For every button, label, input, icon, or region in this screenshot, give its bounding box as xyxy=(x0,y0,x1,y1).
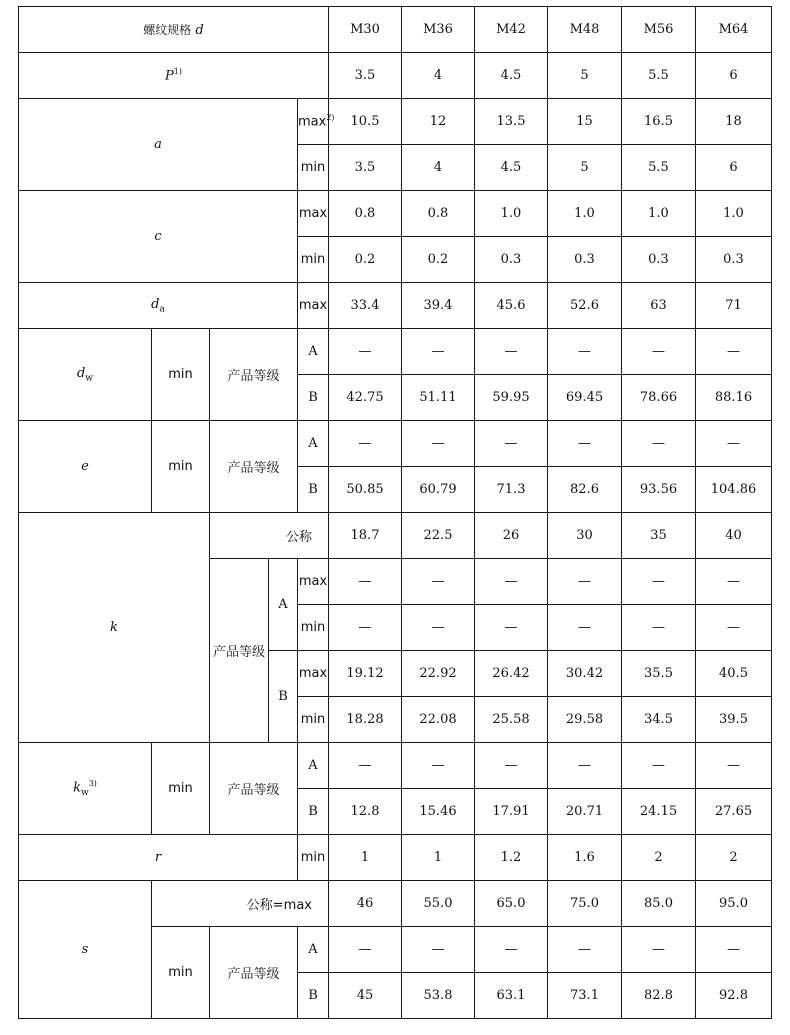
value-cell: — xyxy=(329,421,402,467)
value-cell: 27.65 xyxy=(696,789,772,835)
value-cell: 0.8 xyxy=(329,191,402,237)
value-cell: 22.08 xyxy=(402,697,475,743)
value-cell: 3.5 xyxy=(329,145,402,191)
da-sub: a xyxy=(159,304,165,315)
value-cell: 1.6 xyxy=(548,835,622,881)
value-cell: — xyxy=(329,605,402,651)
da-symbol: d xyxy=(151,296,160,312)
row-dw-A xyxy=(19,329,772,375)
value-cell: — xyxy=(622,743,696,789)
value-cell: 4 xyxy=(402,53,475,99)
s-label xyxy=(19,881,152,1019)
value-cell: 95.0 xyxy=(696,881,772,927)
k-nominal-label: 公称 xyxy=(210,513,329,559)
row-a-max xyxy=(19,99,772,145)
value-cell: 29.58 xyxy=(548,697,622,743)
value-cell: 88.16 xyxy=(696,375,772,421)
c-min-label: min xyxy=(298,237,329,283)
value-cell: — xyxy=(475,743,548,789)
value-cell: 78.66 xyxy=(622,375,696,421)
grade-B-label: B xyxy=(298,375,329,421)
value-cell: 0.2 xyxy=(329,237,402,283)
thread-size-symbol: d xyxy=(195,23,204,38)
value-cell: 18.7 xyxy=(329,513,402,559)
value-cell: — xyxy=(329,743,402,789)
k-B-max-label: max xyxy=(298,651,329,697)
value-cell: 18 xyxy=(696,99,772,145)
value-cell: 2 xyxy=(622,835,696,881)
value-cell: 33.4 xyxy=(329,283,402,329)
e-label xyxy=(19,421,152,513)
size-cell: M48 xyxy=(548,7,622,53)
row-k-nominal xyxy=(19,513,772,559)
grade-A-label: A xyxy=(269,559,298,651)
value-cell: 52.6 xyxy=(548,283,622,329)
value-cell: 18.28 xyxy=(329,697,402,743)
value-cell: 50.85 xyxy=(329,467,402,513)
value-cell: 85.0 xyxy=(622,881,696,927)
value-cell: 24.15 xyxy=(622,789,696,835)
kw-symbol: k xyxy=(73,780,81,796)
size-cell: M56 xyxy=(622,7,696,53)
kw-label xyxy=(19,743,152,835)
value-cell: 20.71 xyxy=(548,789,622,835)
value-cell: 1 xyxy=(329,835,402,881)
value-cell: 82.6 xyxy=(548,467,622,513)
value-cell: 92.8 xyxy=(696,973,772,1019)
value-cell: 13.5 xyxy=(475,99,548,145)
value-cell: 30 xyxy=(548,513,622,559)
r-symbol: r xyxy=(154,850,162,865)
value-cell: — xyxy=(402,559,475,605)
dw-symbol: d xyxy=(76,365,86,381)
e-symbol: e xyxy=(81,459,89,474)
value-cell: — xyxy=(548,559,622,605)
dw-min-label: min xyxy=(152,329,210,421)
value-cell: 25.58 xyxy=(475,697,548,743)
value-cell: — xyxy=(402,421,475,467)
value-cell: 12 xyxy=(402,99,475,145)
a-label xyxy=(19,99,298,191)
grade-B-label: B xyxy=(298,973,329,1019)
max-text: max xyxy=(298,114,327,130)
value-cell: — xyxy=(696,927,772,973)
e-min-label: min xyxy=(152,421,210,513)
k-symbol: k xyxy=(110,620,118,635)
row-c-max xyxy=(19,191,772,237)
P-symbol: P xyxy=(165,68,174,84)
row-P xyxy=(19,53,772,99)
row-da xyxy=(19,283,772,329)
value-cell: 39.5 xyxy=(696,697,772,743)
s-symbol: s xyxy=(81,942,89,957)
value-cell: 16.5 xyxy=(622,99,696,145)
k-label xyxy=(19,513,210,743)
value-cell: 19.12 xyxy=(329,651,402,697)
value-cell: — xyxy=(548,927,622,973)
value-cell: — xyxy=(622,329,696,375)
c-max-label: max xyxy=(298,191,329,237)
dw-grade-label: 产品等级 xyxy=(210,329,298,421)
row-s-nominal xyxy=(19,881,772,927)
grade-A-label: A xyxy=(298,927,329,973)
value-cell: — xyxy=(622,421,696,467)
value-cell: — xyxy=(548,421,622,467)
k-A-min-label: min xyxy=(298,605,329,651)
thread-size-label: 螺纹规格 xyxy=(143,23,192,37)
value-cell: 6 xyxy=(696,145,772,191)
value-cell: 63.1 xyxy=(475,973,548,1019)
dw-label xyxy=(19,329,152,421)
grade-A-label: A xyxy=(298,329,329,375)
value-cell: — xyxy=(402,329,475,375)
value-cell: 40 xyxy=(696,513,772,559)
value-cell: 35.5 xyxy=(622,651,696,697)
e-grade-label: 产品等级 xyxy=(210,421,298,513)
value-cell: 4.5 xyxy=(475,145,548,191)
value-cell: 5 xyxy=(548,53,622,99)
header-row xyxy=(19,7,772,53)
grade-B-label: B xyxy=(298,467,329,513)
value-cell: — xyxy=(402,605,475,651)
value-cell: 1.0 xyxy=(622,191,696,237)
value-cell: 12.8 xyxy=(329,789,402,835)
value-cell: — xyxy=(329,329,402,375)
value-cell: 17.91 xyxy=(475,789,548,835)
value-cell: — xyxy=(402,927,475,973)
grade-A-label: A xyxy=(298,743,329,789)
value-cell: 0.2 xyxy=(402,237,475,283)
a-max-note: 2) xyxy=(326,113,335,123)
size-cell: M36 xyxy=(402,7,475,53)
value-cell: 51.11 xyxy=(402,375,475,421)
value-cell: — xyxy=(329,927,402,973)
value-cell: — xyxy=(696,605,772,651)
value-cell: 1.0 xyxy=(696,191,772,237)
value-cell: 5.5 xyxy=(622,53,696,99)
value-cell: — xyxy=(402,743,475,789)
value-cell: — xyxy=(475,421,548,467)
c-symbol: c xyxy=(154,229,162,244)
value-cell: 1.2 xyxy=(475,835,548,881)
value-cell: 0.3 xyxy=(475,237,548,283)
value-cell: — xyxy=(548,743,622,789)
value-cell: — xyxy=(475,329,548,375)
value-cell: 3.5 xyxy=(329,53,402,99)
value-cell: — xyxy=(475,605,548,651)
value-cell: 46 xyxy=(329,881,402,927)
value-cell: 5 xyxy=(548,145,622,191)
value-cell: 0.3 xyxy=(696,237,772,283)
value-cell: — xyxy=(696,559,772,605)
value-cell: 4.5 xyxy=(475,53,548,99)
value-cell: 0.3 xyxy=(548,237,622,283)
value-cell: 2 xyxy=(696,835,772,881)
value-cell: — xyxy=(475,559,548,605)
value-cell: — xyxy=(696,329,772,375)
bolt-dimension-table xyxy=(18,6,772,1019)
value-cell: 10.5 xyxy=(329,99,402,145)
a-max-label xyxy=(298,99,335,145)
value-cell: 40.5 xyxy=(696,651,772,697)
value-cell: 71 xyxy=(696,283,772,329)
kw-sub: w xyxy=(80,787,89,798)
value-cell: 42.75 xyxy=(329,375,402,421)
value-cell: 45.6 xyxy=(475,283,548,329)
value-cell: 0.3 xyxy=(622,237,696,283)
value-cell: — xyxy=(548,329,622,375)
value-cell: 82.8 xyxy=(622,973,696,1019)
value-cell: — xyxy=(329,559,402,605)
value-cell: 63 xyxy=(622,283,696,329)
s-min-label: min xyxy=(152,927,210,1019)
value-cell: 1.0 xyxy=(475,191,548,237)
k-B-min-label: min xyxy=(298,697,329,743)
value-cell: 60.79 xyxy=(402,467,475,513)
kw-note: 3) xyxy=(88,779,97,789)
value-cell: — xyxy=(622,927,696,973)
value-cell: 34.5 xyxy=(622,697,696,743)
k-A-max-label: max xyxy=(298,559,329,605)
value-cell: 22.5 xyxy=(402,513,475,559)
value-cell: 22.92 xyxy=(402,651,475,697)
value-cell: 0.8 xyxy=(402,191,475,237)
value-cell: 93.56 xyxy=(622,467,696,513)
size-cell: M42 xyxy=(475,7,548,53)
k-grade-label: 产品等级 xyxy=(210,559,269,743)
value-cell: — xyxy=(622,559,696,605)
P-note: 1) xyxy=(173,67,182,77)
s-grade-label: 产品等级 xyxy=(210,927,298,1019)
value-cell: — xyxy=(475,927,548,973)
value-cell: — xyxy=(696,743,772,789)
P-label xyxy=(19,53,329,99)
value-cell: — xyxy=(622,605,696,651)
value-cell: 104.86 xyxy=(696,467,772,513)
value-cell: 69.45 xyxy=(548,375,622,421)
size-cell: M64 xyxy=(696,7,772,53)
grade-A-label: A xyxy=(298,421,329,467)
value-cell: 59.95 xyxy=(475,375,548,421)
row-kw-A xyxy=(19,743,772,789)
value-cell: 26.42 xyxy=(475,651,548,697)
value-cell: 15.46 xyxy=(402,789,475,835)
value-cell: 5.5 xyxy=(622,145,696,191)
value-cell: 65.0 xyxy=(475,881,548,927)
row-e-A xyxy=(19,421,772,467)
value-cell: 39.4 xyxy=(402,283,475,329)
da-label xyxy=(19,283,298,329)
thread-size-header xyxy=(19,7,329,53)
a-symbol: a xyxy=(154,137,162,152)
value-cell: 71.3 xyxy=(475,467,548,513)
value-cell: 53.8 xyxy=(402,973,475,1019)
value-cell: 6 xyxy=(696,53,772,99)
kw-min-label: min xyxy=(152,743,210,835)
size-cell: M30 xyxy=(329,7,402,53)
grade-B-label: B xyxy=(269,651,298,743)
value-cell: 1.0 xyxy=(548,191,622,237)
value-cell: 1 xyxy=(402,835,475,881)
r-label xyxy=(19,835,298,881)
da-max-label: max xyxy=(298,283,329,329)
value-cell: 45 xyxy=(329,973,402,1019)
value-cell: 15 xyxy=(548,99,622,145)
value-cell: 75.0 xyxy=(548,881,622,927)
grade-B-label: B xyxy=(298,789,329,835)
dw-sub: w xyxy=(85,373,94,384)
a-min-label: min xyxy=(298,145,329,191)
value-cell: — xyxy=(548,605,622,651)
value-cell: — xyxy=(696,421,772,467)
kw-grade-label: 产品等级 xyxy=(210,743,298,835)
c-label xyxy=(19,191,298,283)
value-cell: 4 xyxy=(402,145,475,191)
value-cell: 55.0 xyxy=(402,881,475,927)
value-cell: 30.42 xyxy=(548,651,622,697)
value-cell: 26 xyxy=(475,513,548,559)
s-nominal-label: 公称=max xyxy=(152,881,329,927)
value-cell: 73.1 xyxy=(548,973,622,1019)
row-r xyxy=(19,835,772,881)
value-cell: 35 xyxy=(622,513,696,559)
r-min-label: min xyxy=(298,835,329,881)
